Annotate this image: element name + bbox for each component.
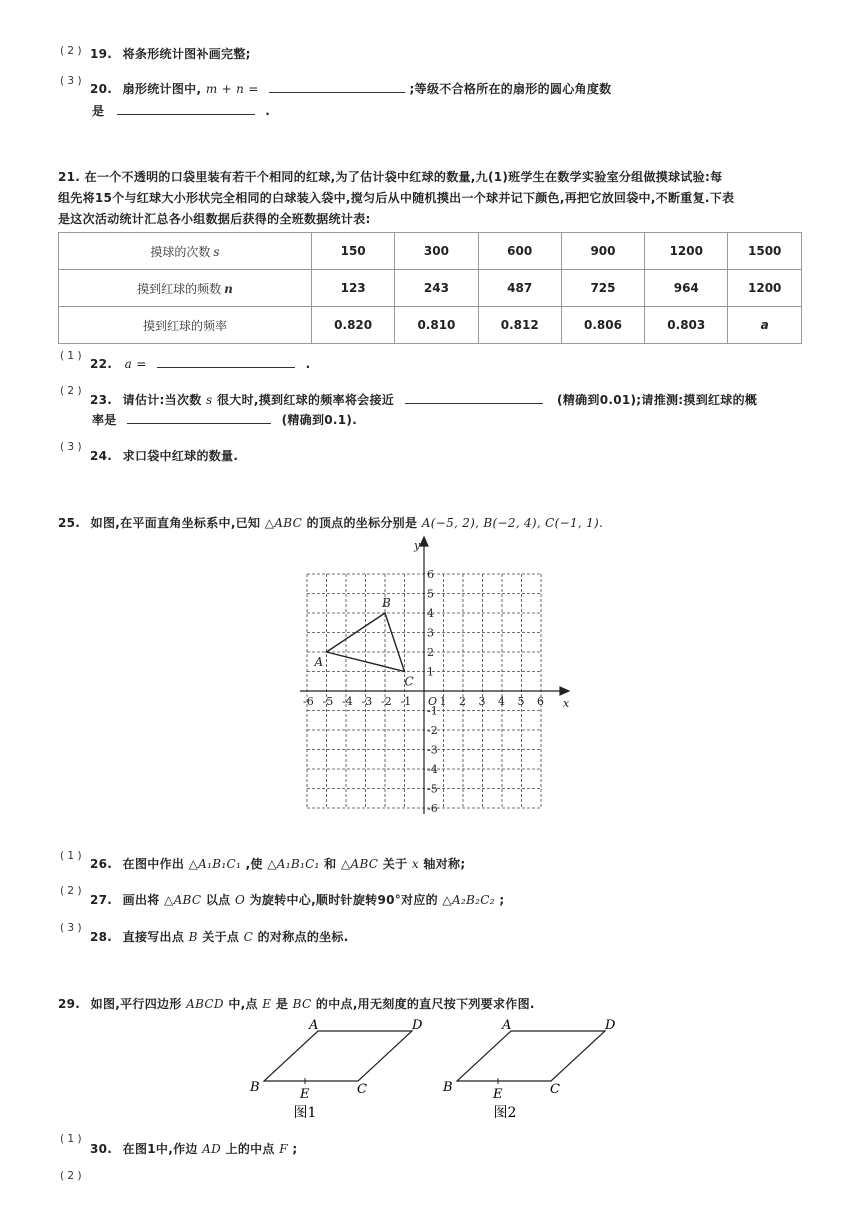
- question-text: 画出将: [122, 893, 160, 907]
- question-number: 22.: [90, 357, 113, 371]
- x-axis-arrow: [560, 687, 569, 695]
- vertex-label: B: [382, 596, 391, 610]
- y-tick-label: 2: [427, 646, 434, 659]
- vertex-label: E: [300, 1087, 310, 1102]
- table-row: [59, 270, 802, 307]
- math-variable: C: [243, 930, 254, 944]
- vertex-label: B: [443, 1080, 453, 1095]
- question-number: 19.: [90, 47, 113, 61]
- answer-blank[interactable]: [127, 412, 271, 424]
- row-header: 摸到红球的频率: [59, 307, 312, 344]
- question-text: 关于点: [202, 930, 240, 944]
- y-tick-label: -3: [427, 743, 438, 757]
- coordinate-grid: [290, 535, 580, 835]
- table-cell: 1200: [728, 270, 802, 307]
- x-tick-label: 5: [517, 695, 525, 708]
- answer-blank[interactable]: [269, 81, 405, 93]
- table-cell: 0.803: [645, 307, 728, 344]
- x-tick-label: 2: [459, 695, 466, 708]
- question-21-line2: 组先将15个与红球大小形状完全相同的白球装入袋中,搅匀后从中随机摸出一个球并记下颜色,再把它放回袋中,不断重复.下表: [58, 191, 735, 205]
- punctuation: .: [305, 357, 311, 371]
- question-text: 中,点: [228, 997, 258, 1011]
- question-number: 26.: [90, 857, 113, 871]
- question-number: 28.: [90, 930, 113, 944]
- sub-number: ( 1 ): [60, 350, 82, 362]
- question-text: 是: [92, 104, 105, 118]
- question-29: [58, 995, 535, 1012]
- math-expression: △ABC: [340, 857, 379, 871]
- vertex-label: B: [250, 1080, 260, 1095]
- question-text: 将条形统计图补画完整;: [122, 47, 251, 61]
- sub-number: ( 3 ): [60, 75, 82, 87]
- math-variable: s: [206, 393, 213, 407]
- question-number: 30.: [90, 1142, 113, 1156]
- question-28: [90, 928, 349, 945]
- question-number: 25.: [58, 516, 81, 530]
- y-tick-label: -6: [427, 802, 438, 815]
- sub-number: ( 2 ): [60, 1170, 82, 1182]
- question-20: [90, 80, 611, 97]
- table-row: [59, 307, 802, 344]
- vertex-label: A: [309, 1018, 319, 1033]
- question-text: 请估计:当次数: [122, 393, 202, 407]
- vertex-label: C: [357, 1082, 367, 1097]
- table-cell: 243: [395, 270, 478, 307]
- x-tick-label: -6: [303, 695, 314, 708]
- y-tick-label: 6: [427, 568, 434, 581]
- sub-number: ( 1 ): [60, 1133, 82, 1145]
- table-cell: 487: [478, 270, 561, 307]
- table-cell: 1500: [728, 233, 802, 270]
- x-tick-label: 6: [537, 695, 544, 708]
- math-variable: O: [234, 893, 246, 907]
- question-text: ,使: [245, 857, 263, 871]
- x-tick-label: 3: [478, 695, 486, 708]
- sub-number: ( 3 ): [60, 441, 82, 453]
- question-text: 在图中作出: [122, 857, 185, 871]
- table-cell: 0.820: [312, 307, 395, 344]
- y-tick-label: 3: [427, 626, 434, 640]
- question-text: 直接写出点: [122, 930, 185, 944]
- x-tick-label: -5: [322, 695, 334, 708]
- math-expression: AD: [202, 1142, 222, 1156]
- sub-number: ( 1 ): [60, 850, 82, 862]
- figure-caption: 图2: [493, 1105, 517, 1121]
- y-tick-label: -1: [427, 704, 438, 718]
- table-row: [59, 233, 802, 270]
- question-text: 扇形统计图中,: [122, 82, 202, 96]
- x-tick-label: -4: [342, 695, 353, 708]
- math-expression: a =: [124, 357, 147, 371]
- question-text: 是: [275, 997, 289, 1011]
- y-axis-arrow: [420, 537, 428, 546]
- question-text: (精确到0.1).: [281, 413, 358, 427]
- question-23-cont: [92, 411, 357, 428]
- punctuation: ;: [292, 1142, 298, 1156]
- y-axis-label: y: [414, 539, 421, 552]
- table-cell: 964: [645, 270, 728, 307]
- sub-number: ( 2 ): [60, 885, 82, 897]
- question-number: 24.: [90, 449, 113, 463]
- question-text: 的对称点的坐标.: [257, 930, 349, 944]
- question-30: [90, 1140, 297, 1157]
- y-tick-label: 4: [427, 607, 434, 620]
- punctuation: .: [265, 104, 271, 118]
- question-20-cont: [92, 102, 270, 119]
- table-cell: 725: [561, 270, 644, 307]
- question-text: 求口袋中红球的数量.: [122, 449, 239, 463]
- question-26: [90, 855, 465, 872]
- vertex-label: C: [550, 1082, 560, 1097]
- math-expression: △ABC: [264, 516, 303, 530]
- question-text: 很大时,摸到红球的频率将会接近: [217, 393, 395, 407]
- answer-blank[interactable]: [157, 356, 295, 368]
- question-number: 20.: [90, 82, 113, 96]
- y-tick-label: 5: [427, 587, 434, 601]
- math-variable: E: [262, 997, 272, 1011]
- question-text: ;等级不合格所在的扇形的圆心角度数: [409, 82, 612, 96]
- question-text: 以点: [205, 893, 231, 907]
- sub-number: ( 2 ): [60, 45, 82, 57]
- math-variable: F: [279, 1142, 288, 1156]
- y-tick-label: -5: [427, 782, 438, 796]
- question-24: [90, 447, 238, 464]
- x-tick-label: -1: [400, 695, 412, 708]
- question-text: 为旋转中心,顺时针旋转90°对应的: [249, 893, 438, 907]
- math-expression: m + n =: [205, 82, 259, 96]
- x-tick-label: 4: [498, 695, 505, 708]
- table-cell: 123: [312, 270, 395, 307]
- answer-blank[interactable]: [117, 103, 255, 115]
- vertex-label: C: [404, 674, 414, 689]
- question-number: 29.: [58, 997, 81, 1011]
- table-cell: 1200: [645, 233, 728, 270]
- question-25: [58, 514, 603, 531]
- table-cell: 900: [561, 233, 644, 270]
- question-text: (精确到0.01);请推测:摸到红球的概: [557, 393, 758, 407]
- math-variable: B: [188, 930, 198, 944]
- math-expression: BC: [292, 997, 312, 1011]
- question-22: [90, 356, 310, 371]
- vertex-label: D: [412, 1018, 423, 1033]
- table-cell: 0.812: [478, 307, 561, 344]
- table-cell: 150: [312, 233, 395, 270]
- math-expression: A(−5, 2), B(−2, 4), C(−1, 1).: [421, 516, 604, 530]
- y-tick-label: 1: [427, 665, 434, 679]
- question-21-line3: 是这次活动统计汇总各小组数据后获得的全班数据统计表:: [58, 212, 371, 226]
- question-27: [90, 891, 504, 908]
- row-header: 摸球的次数 s: [59, 233, 312, 270]
- table-cell: 600: [478, 233, 561, 270]
- question-number: 23.: [90, 393, 113, 407]
- punctuation: ;: [499, 893, 505, 907]
- x-axis-label: x: [563, 697, 570, 710]
- question-text: 和: [324, 857, 337, 871]
- question-text: 如图,平行四边形: [90, 997, 182, 1011]
- question-text: 关于: [382, 857, 408, 871]
- table-cell: 0.806: [561, 307, 644, 344]
- parallelogram: [457, 1031, 605, 1081]
- question-text: 的顶点的坐标分别是: [306, 516, 418, 530]
- math-expression: ABCD: [186, 997, 224, 1011]
- x-tick-label: -3: [361, 695, 373, 708]
- math-expression: △A₁B₁C₁: [267, 857, 320, 871]
- vertex-label: A: [314, 655, 324, 669]
- vertex-label: D: [605, 1018, 616, 1033]
- statistics-table: [58, 232, 802, 344]
- question-text: 如图,在平面直角坐标系中,已知: [90, 516, 261, 530]
- row-header: 摸到红球的频数 n: [59, 270, 312, 307]
- math-expression: △ABC: [164, 893, 202, 907]
- x-tick-label: 1: [439, 695, 447, 708]
- vertex-label: A: [502, 1018, 512, 1033]
- table-cell: 300: [395, 233, 478, 270]
- math-variable: x: [411, 857, 419, 871]
- math-expression: △A₁B₁C₁: [188, 857, 242, 871]
- y-tick-label: -4: [427, 763, 438, 776]
- question-text: 上的中点: [225, 1142, 275, 1156]
- figure-caption: 图1: [293, 1105, 317, 1121]
- math-expression: △A₂B₂C₂: [442, 893, 495, 907]
- parallelogram-figure-2: [438, 1014, 628, 1124]
- origin-label: O: [428, 695, 438, 708]
- question-text: 轴对称;: [423, 857, 466, 871]
- table-cell: 0.810: [395, 307, 478, 344]
- question-text: 在图1中,作边: [122, 1142, 198, 1156]
- sub-number: ( 3 ): [60, 922, 82, 934]
- question-19: [90, 45, 251, 62]
- question-text: 率是: [92, 413, 117, 427]
- x-tick-label: -2: [381, 695, 392, 708]
- answer-blank[interactable]: [405, 392, 543, 404]
- y-tick-label: -2: [427, 724, 438, 737]
- question-number: 27.: [90, 893, 113, 907]
- table-cell: a: [728, 307, 802, 344]
- question-23: [90, 391, 757, 408]
- vertex-label: E: [493, 1087, 503, 1102]
- question-text: 的中点,用无刻度的直尺按下列要求作图.: [315, 997, 535, 1011]
- sub-number: ( 2 ): [60, 385, 82, 397]
- question-21-line1: 21. 在一个不透明的口袋里装有若干个相同的红球,为了估计袋中红球的数量,九(1)班学生在数学实验室分组做摸球试验:每: [58, 170, 723, 184]
- parallelogram: [264, 1031, 412, 1081]
- parallelogram-figure-1: [245, 1014, 435, 1124]
